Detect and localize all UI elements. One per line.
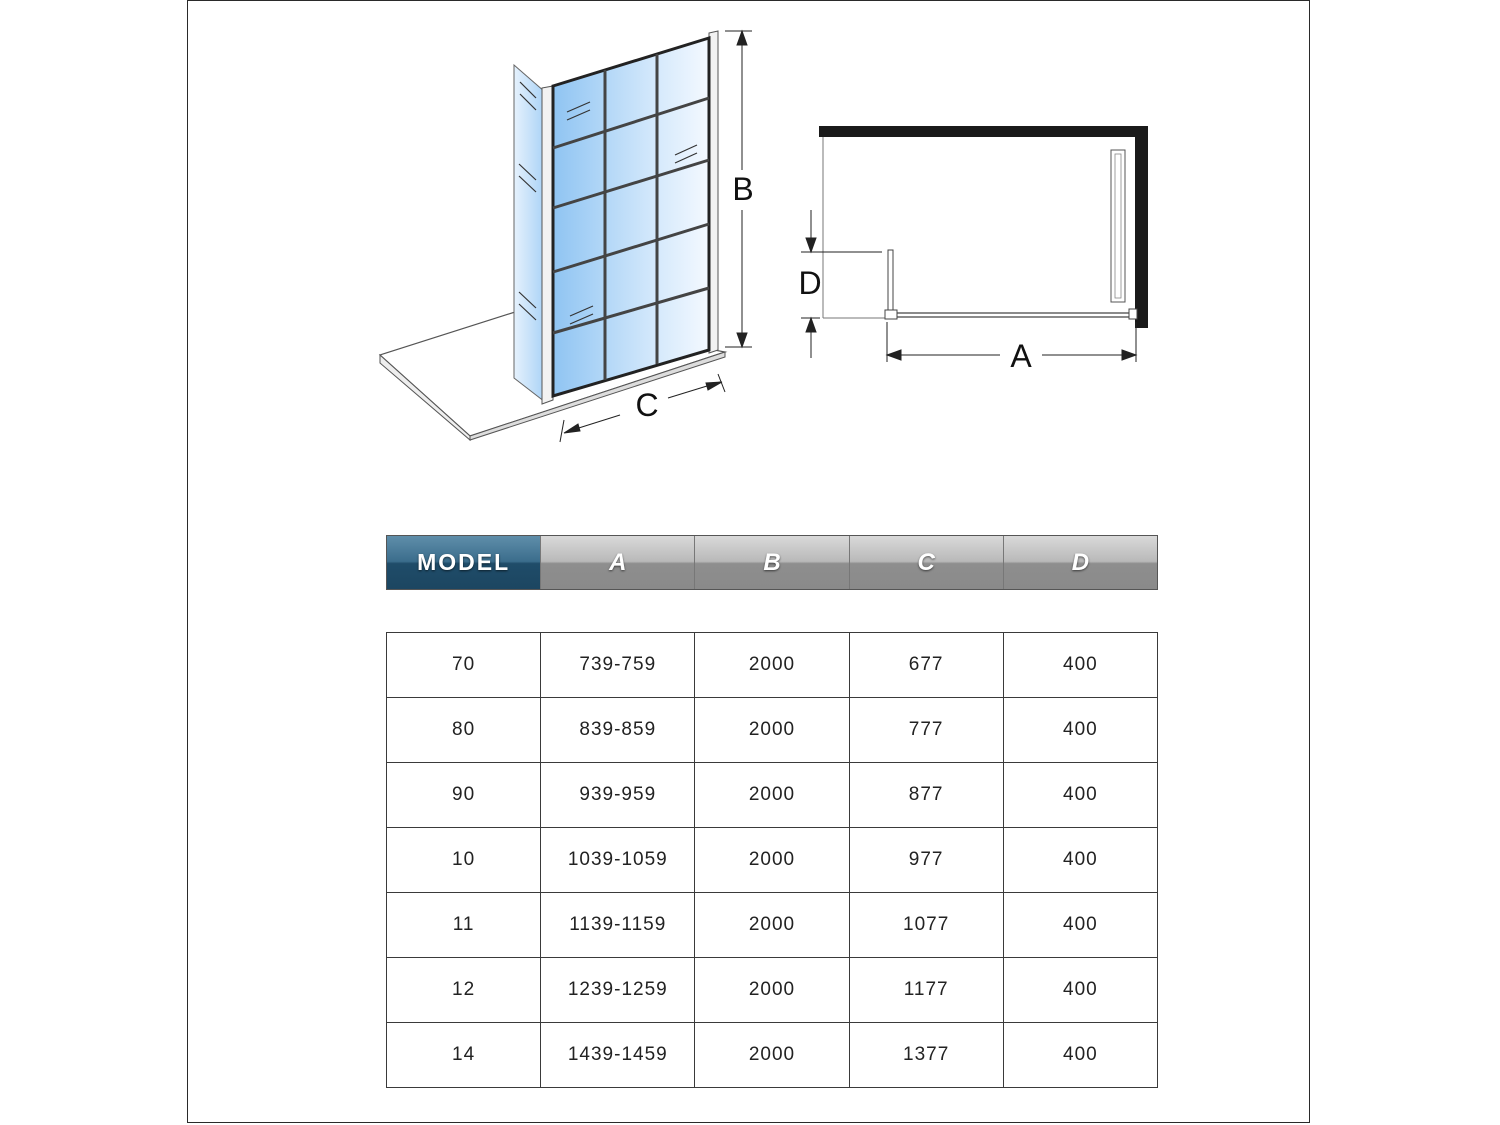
cell-b: 2000: [695, 828, 849, 893]
label-d: D: [798, 265, 822, 301]
cell-b: 2000: [695, 1023, 849, 1088]
table-row: [387, 698, 1158, 763]
header-model: MODEL: [387, 536, 541, 589]
cell-model: 80: [387, 698, 541, 763]
cell-model: 12: [387, 958, 541, 1023]
cell-b: 2000: [695, 958, 849, 1023]
table-row: [387, 633, 1158, 698]
cell-d: 400: [1003, 763, 1157, 828]
cell-model: 90: [387, 763, 541, 828]
cell-d: 400: [1003, 698, 1157, 763]
dimension-table: [386, 632, 1158, 1088]
label-b: B: [732, 171, 754, 207]
header-c: C: [850, 536, 1004, 589]
cell-b: 2000: [695, 698, 849, 763]
cell-d: 400: [1003, 633, 1157, 698]
side-panel: [514, 65, 545, 402]
cell-b: 2000: [695, 763, 849, 828]
cell-b: 2000: [695, 633, 849, 698]
cell-c: 777: [849, 698, 1003, 763]
dimension-diagram: [0, 0, 1500, 500]
cell-a: 739-759: [541, 633, 695, 698]
label-c: C: [635, 387, 659, 423]
cell-d: 400: [1003, 1023, 1157, 1088]
cell-c: 877: [849, 763, 1003, 828]
main-glass-panel: [553, 38, 709, 396]
header-b: B: [695, 536, 849, 589]
cell-c: 677: [849, 633, 1003, 698]
cell-a: 1039-1059: [541, 828, 695, 893]
cell-a: 1439-1459: [541, 1023, 695, 1088]
label-a: A: [1010, 338, 1032, 374]
cell-c: 1077: [849, 893, 1003, 958]
table-row: [387, 1023, 1158, 1088]
cell-d: 400: [1003, 893, 1157, 958]
cell-model: 14: [387, 1023, 541, 1088]
table-row: [387, 763, 1158, 828]
cell-d: 400: [1003, 828, 1157, 893]
header-d: D: [1004, 536, 1157, 589]
table-header: [386, 535, 1158, 590]
cell-a: 1239-1259: [541, 958, 695, 1023]
cell-c: 1177: [849, 958, 1003, 1023]
cell-d: 400: [1003, 958, 1157, 1023]
cell-model: 10: [387, 828, 541, 893]
cell-c: 1377: [849, 1023, 1003, 1088]
table-row: [387, 893, 1158, 958]
cell-model: 11: [387, 893, 541, 958]
header-a: A: [541, 536, 695, 589]
cell-model: 70: [387, 633, 541, 698]
table-row: [387, 828, 1158, 893]
cell-c: 977: [849, 828, 1003, 893]
cell-a: 1139-1159: [541, 893, 695, 958]
top-view-plan: [819, 126, 1148, 328]
table-row: [387, 958, 1158, 1023]
cell-b: 2000: [695, 893, 849, 958]
cell-a: 839-859: [541, 698, 695, 763]
cell-a: 939-959: [541, 763, 695, 828]
